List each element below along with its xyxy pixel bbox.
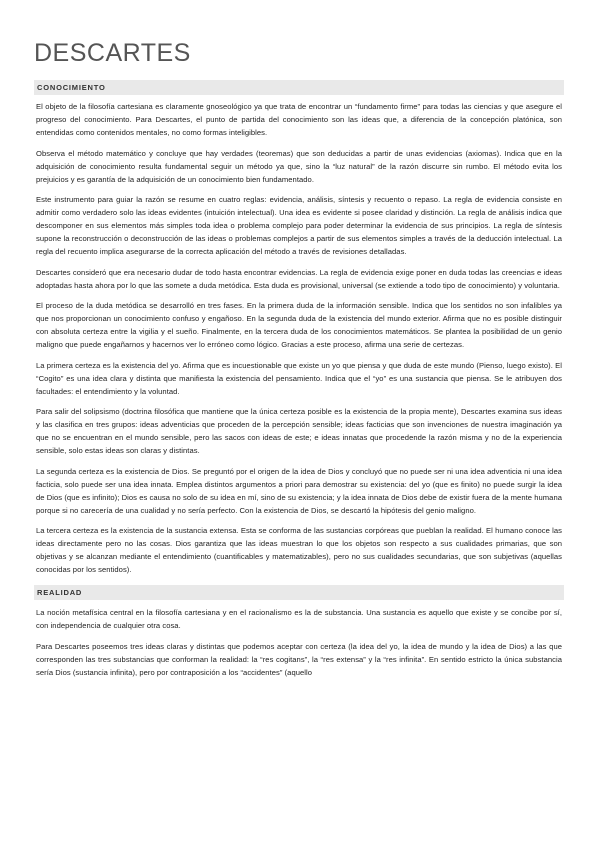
section-header-conocimiento: CONOCIMIENTO bbox=[34, 80, 564, 95]
section-body-realidad bbox=[34, 606, 564, 679]
paragraph: Observa el método matemático y concluye que hay verdades (teoremas) que son deducidas a partir de unas evidencias (axiomas). Indica que en la adquisición de conocimiento resulta fundamental seguir un método ya que, sino la “luz natural” de la razón discurre sin rumbo. El método evita los prejuicios y es garantía de la adquisición de un conocimiento bien fundamentado. bbox=[36, 148, 562, 184]
section-header-realidad: REALIDAD bbox=[34, 585, 564, 600]
section-body-conocimiento bbox=[34, 100, 564, 576]
paragraph: La segunda certeza es la existencia de Dios. Se preguntó por el origen de la idea de Dios y concluyó que no puede ser ni una idea adventicia ni una idea facticia, solo puede ser una idea innata. Emplea distintos argumentos a priori para demostrar su existencia: del yo (que es finito) no puede surgir la idea de Dios (que es infinito); Dios es causa no solo de su idea en mí, sino de su existencia; y la idea innata de Dios debe de existir fuera de la mente humana porque si no carecería de una cualidad y no sería perfecto. Con la existencia de Dios, se descartó la hipótesis del genio maligno. bbox=[36, 466, 562, 515]
paragraph: La primera certeza es la existencia del yo. Afirma que es incuestionable que existe un yo que piensa y que duda de este mundo (Pienso, luego existo). El “Cogito” es una idea clara y distinta que manifiesta la existencia del pensamiento. Indica que el “yo” es una sustancia que piensa. Se le atribuyen dos facultades: el entendimiento y la voluntad. bbox=[36, 360, 562, 396]
paragraph: La tercera certeza es la existencia de la sustancia extensa. Esta se conforma de las sustancias corpóreas que pueblan la realidad. El humano conoce las ideas directamente pero no las cosas. Dios garantiza que las ideas muestran lo que los objetos son respecto a sus cualidades primarias, que son objetivas y se alcanzan mediante el entendimiento (cuantificables y matematizables), pero no sus cualidades secundarias, que son subjetivas (aquellas conocidas por los sentidos). bbox=[36, 526, 562, 574]
paragraph: Descartes consideró que era necesario dudar de todo hasta encontrar evidencias. La regla de evidencia exige poner en duda todas las creencias e ideas adoptadas hasta ahora por lo que las somete a duda metódica. Esta duda es provisional, universal (se extiende a todo tipo de conocimiento) y voluntaria. bbox=[36, 267, 562, 290]
paragraph: La noción metafísica central en la filosofía cartesiana y en el racionalismo es la de substancia. Una sustancia es aquello que existe y se concibe por sí, con independencia de cualquier otra cosa. bbox=[36, 608, 562, 630]
paragraph: El proceso de la duda metódica se desarrolló en tres fases. En la primera duda de la información sensible. Indica que los sentidos no son infalibles ya que nos proporcionan un conocimiento confuso y engañoso. En la segunda duda de la existencia del mundo exterior. Afirma que no es posible distinguir con absoluta certeza entre la vigilia y el sueño. Finalmente, en la tercera duda de los conocimientos matemáticos. Se plantea la posibilidad de un genio maligno que puede engañarnos y hacernos ver lo erróneo como lógico. Gracias a este proceso, afirma una serie de certezas. bbox=[36, 301, 562, 349]
paragraph: El objeto de la filosofía cartesiana es claramente gnoseológico ya que trata de encontrar un “fundamento firme” para todas las ciencias y que asegure el progreso del conocimiento. Para Descartes, el punto de partida del conocimiento son las ideas que, a diferencia de la concepción platónica, son entendidas como contenidos mentales, no como formas inteligibles. bbox=[36, 102, 562, 137]
paragraph: Este instrumento para guiar la razón se resume en cuatro reglas: evidencia, análisis, síntesis y recuento o repaso. La regla de evidencia consiste en admitir como verdadero solo las ideas evidentes (intuición intelectual). Una idea es evidente si posee claridad y distinción. La regla de análisis indica que descomponer en sus elementos más simples toda idea o problema complejo para poder determinar la evidencia de sus principios. La regla de síntesis supone la reconstrucción o deconstrucción de las ideas o problemas complejos a partir de sus elementos simples a través de la deducción intelectual. La regla del recuento implica asegurarse de la correcta aplicación del método a través de revisiones detalladas. bbox=[36, 195, 562, 256]
paragraph: Para salir del solipsismo (doctrina filosófica que mantiene que la única certeza posible es la existencia de la propia mente), Descartes examina sus ideas y las clasifica en tres grupos: ideas adventicias que proceden de la percepción sensible; ideas facticias que son invenciones de nuestra imaginación ya que no se encuentran en el mundo sensible, pero las sacos con ideas de este; e ideas innatas que procedende la razón misma y no de la experiencia sensible, solo estas ideas son claras y distintas. bbox=[36, 407, 562, 455]
document-title: DESCARTES bbox=[34, 39, 191, 67]
paragraph: Para Descartes poseemos tres ideas claras y distintas que podemos aceptar con certeza (la idea del yo, la idea de mundo y la idea de Dios) a las que corresponden las tres substancias que conforman la realidad: la “res cogitans”, la “res extensa” y la “res infinita”. En sentido estricto la única substancia sería Dios (sustancia infinita), pero por contraposición a los “accidentes” (aquello bbox=[36, 641, 562, 677]
